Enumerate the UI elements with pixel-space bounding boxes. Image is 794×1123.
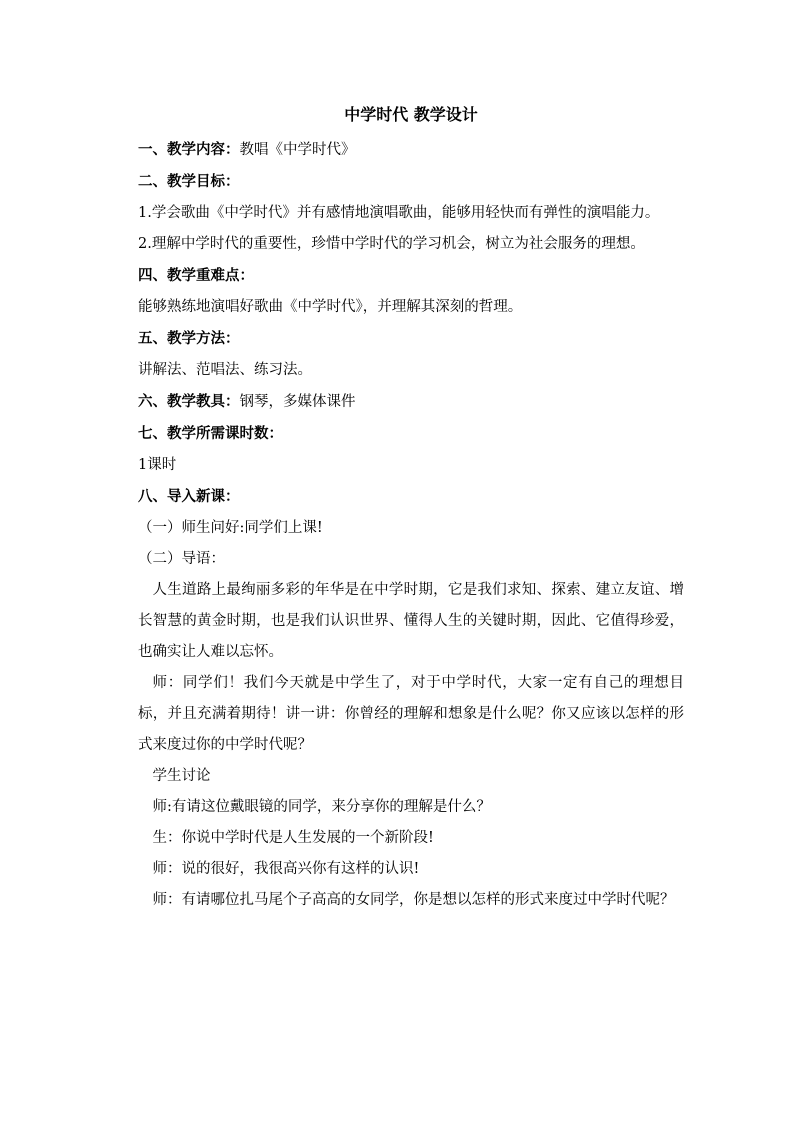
- section-class-hours: [138, 418, 684, 450]
- section-key-points: [138, 260, 684, 292]
- intro-step-2: （二）导语：: [138, 551, 225, 567]
- goal-item-2: 2.理解中学时代的重要性，珍惜中学时代的学习机会，树立为社会服务的理想。: [138, 236, 645, 252]
- document-page: [138, 100, 684, 916]
- dialogue-line-4: 师：说的很好，我很高兴你有这样的认识!: [152, 861, 420, 877]
- teaching-methods-text: 讲解法、范唱法、练习法。: [138, 362, 312, 378]
- section-label: 五、教学方法：: [138, 330, 240, 347]
- section-label: 七、教学所需课时数：: [138, 425, 283, 442]
- intro-step-1: （一）师生问好:同学们上课!: [138, 520, 323, 536]
- intro-paragraph-1: 人生道路上最绚丽多彩的年华是在中学时期，它是我们求知、探索、建立友谊、增长智慧的黄金时期，也是我们认识世界、懂得人生的关键时期，因此、它值得珍爱，也确实让人难以忘怀。: [138, 582, 684, 660]
- dialogue-line-1: 学生讨论: [152, 768, 211, 784]
- section-text: 钢琴，多媒体课件: [239, 394, 356, 410]
- intro-paragraph-2: 师：同学们！我们今天就是中学生了，对于中学时代，大家一定有自己的理想目标，并且充满着期待！讲一讲：你曾经的理解和想象是什么呢？你又应该以怎样的形式来度过你的中学时代呢？: [138, 675, 684, 753]
- goal-item-1: 1.学会歌曲《中学时代》并有感情地演唱歌曲，能够用轻快而有弹性的演唱能力。: [138, 205, 660, 221]
- section-label: 八、导入新课：: [138, 488, 240, 505]
- section-text: 教唱《中学时代》: [239, 142, 356, 158]
- dialogue-line-5: 师：有请哪位扎马尾个子高高的女同学，你是想以怎样的形式来度过中学时代呢？: [152, 892, 675, 908]
- section-introduction: [138, 481, 684, 513]
- key-points-text: 能够熟练地演唱好歌曲《中学时代》，并理解其深刻的哲理。: [138, 299, 523, 315]
- section-teaching-methods: [138, 323, 684, 355]
- section-label: 六、教学教具：: [138, 393, 240, 410]
- document-title: 中学时代 教学设计: [344, 105, 478, 124]
- class-hours-text: 1课时: [138, 457, 177, 473]
- section-label: 一、教学内容：: [138, 141, 240, 158]
- section-teaching-tools: [138, 386, 684, 418]
- section-label: 四、教学重难点：: [138, 267, 254, 284]
- section-teaching-content: [138, 134, 684, 166]
- section-teaching-goals: [138, 166, 684, 198]
- dialogue-line-3: 生：你说中学时代是人生发展的一个新阶段!: [152, 830, 434, 846]
- section-label: 二、教学目标：: [138, 173, 240, 190]
- dialogue-line-2: 师:有请这位戴眼镜的同学，来分享你的理解是什么？: [152, 799, 491, 815]
